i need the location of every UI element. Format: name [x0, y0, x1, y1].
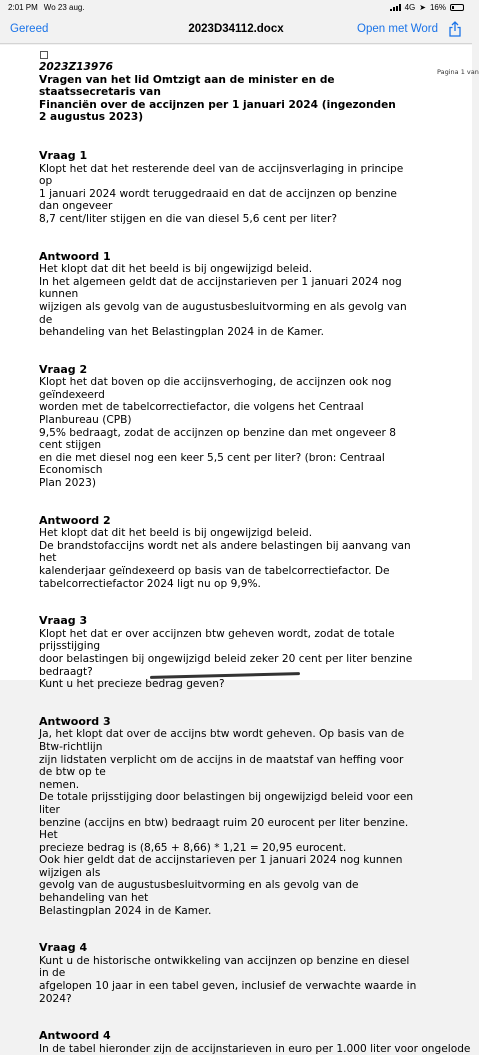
qa-block	[39, 364, 417, 490]
qa-list	[39, 148, 471, 1055]
battery-percent: 16%	[429, 2, 446, 12]
qa-block	[39, 1029, 471, 1055]
document-heading: Vragen van het lid Omtzigt aan de minister en de staatssecretaris van Financiën over de accijnzen per 1 januari 2024 (ingezonden 2 augustus 2023)	[39, 73, 396, 124]
qa-text: Ja, het klopt dat over de accijns btw wordt geheven. Op basis van de Btw-richtlijn zijn lidstaten verplicht om de accijns in de maatstaf van heffing voor de btw op te nemen. De totale prijsstijging door belastingen bij ongewijzigd beleid voor een liter benzine (accijns en btw) bedraagt ruim 20 eurocent per liter benzine. Het precieze bedrag is (8,65 + 8,66) * 1,21 = 20,95 eurocent. Ook hier geldt dat de accijnstarieven per 1 januari 2024 nog kunnen wijzigen als gevolg van de augustusbesluitvorming en als gevolg van de behandeling van het Belastingplan 2024 in de Kamer.	[39, 728, 414, 917]
qa-text: Klopt het dat er over accijnzen btw geheven wordt, zodat de totale prijsstijging door belastingen bij ongewijzigd beleid zeker 20 cent per liter benzine bedraagt? Kunt u het precieze bedrag geven?	[39, 627, 413, 691]
qa-block	[39, 251, 417, 339]
status-bar	[0, 0, 472, 14]
open-in-word-button[interactable]: Open met Word	[357, 22, 438, 35]
qa-block	[39, 716, 417, 918]
battery-icon	[450, 4, 464, 11]
qa-text: Kunt u de historische ontwikkeling van accijnzen op benzine en diesel in de afgelopen 10 jaar in een tabel geven, inclusief de verwachte waarde in 2024?	[39, 954, 417, 1005]
qa-text: Het klopt dat dit het beeld is bij ongewijzigd beleid. De brandstofaccijns wordt net als andere belastingen bij aanvang van het kalenderjaar geïndexeerd op basis van de tabelcorrectiefactor. De tabelcorrectiefactor 2024 ligt nu op 9,9%.	[39, 527, 411, 590]
document-id: 2023Z13976	[39, 61, 114, 73]
status-date: Wo 23 aug.	[43, 2, 85, 12]
qa-text: In de tabel hieronder zijn de accijnstarieven in euro per 1.000 liter voor ongelode	[39, 1042, 471, 1055]
checkbox-icon	[40, 51, 48, 59]
qa-title: Antwoord 2	[39, 513, 111, 527]
share-icon[interactable]	[448, 21, 462, 37]
location-icon: ➤	[419, 2, 426, 12]
qa-block	[39, 150, 417, 226]
qa-title: Antwoord 4	[39, 1029, 111, 1043]
nav-bar	[0, 14, 472, 44]
status-time: 2:01 PM	[8, 2, 38, 12]
network-label: 4G	[404, 2, 416, 12]
page-indicator: Pagina 1 van	[437, 68, 479, 76]
qa-title: Vraag 1	[39, 148, 88, 162]
qa-block	[39, 615, 417, 691]
qa-text: Het klopt dat dit het beeld is bij ongewijzigd beleid. In het algemeen geldt dat de accijnstarieven per 1 januari 2024 nog kunnen wijzigen als gevolg van de augustusbesluitvorming en als gevolg van de behandeling van het Belastingplan 2024 in de Kamer.	[39, 263, 407, 339]
qa-title: Antwoord 3	[39, 714, 111, 728]
qa-title: Vraag 3	[39, 614, 88, 628]
document-page[interactable]	[0, 45, 479, 1055]
qa-block	[39, 515, 417, 591]
document-title: 2023D34112.docx	[188, 22, 284, 35]
qa-block	[39, 942, 417, 1005]
done-button[interactable]: Gereed	[10, 22, 49, 35]
qa-title: Vraag 4	[39, 941, 88, 955]
qa-text: Klopt het dat het resterende deel van de accijnsverlaging in principe op 1 januari 2024 wordt teruggedraaid en dat de accijnzen op benzine dan ongeveer 8,7 cent/liter stijgen en die van diesel 5,6 cent per liter?	[39, 162, 404, 225]
qa-title: Vraag 2	[39, 362, 88, 376]
qa-text: Klopt het dat boven op die accijnsverhoging, de accijnzen ook nog geïndexeerd worden met de tabelcorrectiefactor, die volgens het Centraal Planbureau (CPB) 9,5% bedraagt, zodat de accijnzen op benzine dan met ongeveer 8 cent stijgen en die met diesel nog een keer 5,5 cent per liter? (bron: Centraal Economisch Plan 2023)	[39, 376, 396, 490]
signal-icon	[390, 4, 401, 11]
qa-title: Antwoord 1	[39, 249, 111, 263]
